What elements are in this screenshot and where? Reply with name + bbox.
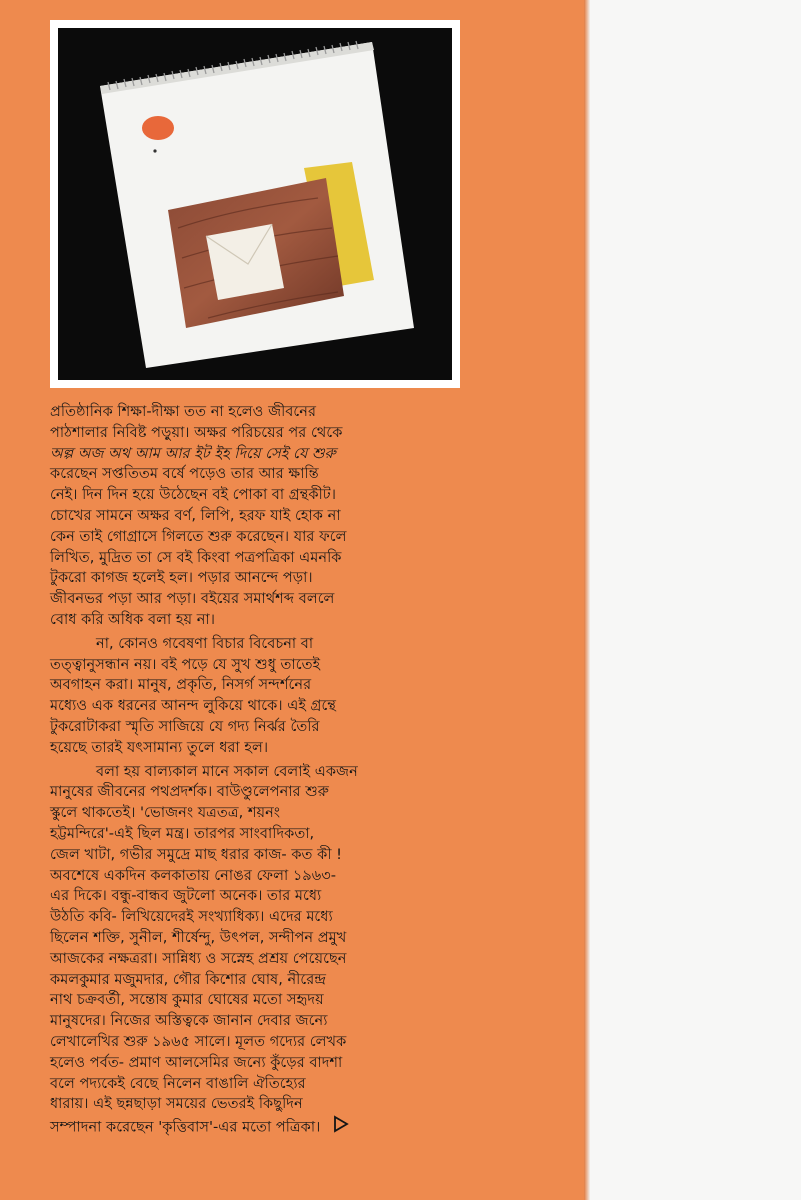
triangle-right-outline-icon — [333, 1115, 349, 1140]
text-line: অল্প অজ অথ আম আর ইট ইহ দিয়ে সেই যে শুরু — [50, 444, 336, 462]
text-line: অবগাহন করা। মানুষ, প্রকৃতি, নিসর্গ সন্দর্শনের — [50, 676, 312, 694]
text-line: লেখালেখির শুরু ১৯৬৫ সালে। মূলত গদ্যের লেখক — [50, 1032, 347, 1050]
text-line: টুকরোটাকরা স্মৃতি সাজিয়ে যে গদ্য নির্ঝর তৈরি — [50, 717, 320, 735]
text-line: কমলকুমার মজুমদার, গৌর কিশোর ঘোষ, নীরেন্দ্র — [50, 970, 327, 988]
blurb-text — [50, 402, 452, 1140]
text-line: এর দিকে। বন্ধু-বান্ধব জুটলো অনেক। তার মধ্যে — [50, 887, 322, 905]
text-line: হয়েছে তারই যৎসামান্য তুলে ধরা হল। — [50, 738, 269, 756]
text-line: আজকের নক্ষত্ররা। সান্নিধ্য ও সস্নেহ প্রশ্রয় পেয়েছেন — [50, 949, 347, 967]
text-line: হট্টমন্দিরে'-এই ছিল মন্ত্র। তারপর সাংবাদিকতা, — [50, 824, 315, 842]
second-paragraph — [50, 634, 452, 759]
text-line: সম্পাদনা করেছেন 'কৃত্তিবাস'-এর মতো পত্রিকা। — [50, 1118, 321, 1136]
text-line: স্কুলে থাকতেই। 'ভোজনং যত্রতত্র, শয়নং — [50, 804, 281, 822]
third-paragraph — [50, 762, 452, 1140]
text-line: নেই। দিন দিন হয়ে উঠেছেন বই পোকা বা গ্রন্থকীট। — [50, 486, 336, 504]
inner-page — [590, 0, 801, 1200]
text-line: উঠতি কবি- লিখিয়েদেরই সংখ্যাধিক্য। এদের মধ্যে — [50, 908, 333, 926]
text-line: না, কোনও গবেষণা বিচার বিবেচনা বা — [96, 634, 314, 652]
text-line: মধ্যেও এক ধরনের আনন্দ লুকিয়ে থাকে। এই গ্রন্থে — [50, 697, 336, 715]
text-line: বলা হয় বাল্যকাল মানে সকাল বেলাই একজন — [96, 762, 358, 780]
text-line: মানুষদের। নিজের অস্তিত্বকে জানান দেবার জন্যে — [50, 1012, 328, 1030]
text-line: লিখিত, মুদ্রিত তা সে বই কিংবা পত্রপত্রিকা এমনকি — [50, 548, 342, 566]
text-line: বোধ করি অধিক বলা হয় না। — [50, 610, 215, 628]
notepad-illustration — [58, 28, 452, 380]
text-line: নাথ চক্রবর্তী, সন্তোষ কুমার ঘোষের মতো সহৃদয় — [50, 991, 324, 1009]
intro-paragraph — [50, 402, 452, 631]
text-line: তত্ত্বানুসন্ধান নয়। বই পড়ে যে সুখ শুধু তাতেই — [50, 655, 321, 673]
text-line: ছিলেন শক্তি, সুনীল, শীর্ষেন্দু, উৎপল, সন্দীপন প্রমুখ — [50, 928, 347, 946]
text-line: অবশেষে একদিন কলকাতায় নোঙর ফেলা ১৯৬৩- — [50, 866, 337, 884]
text-line: মানুষের জীবনের পথপ্রদর্শক। বাউণ্ডুলেপনার শুরু — [50, 783, 329, 801]
photo-frame — [50, 20, 460, 388]
text-line: টুকরো কাগজ হলেই হল। পড়ার আনন্দে পড়া। — [50, 569, 313, 587]
text-line: ধারায়। এই ছন্নছাড়া সময়ের ভেতরই কিছুদিন — [50, 1095, 303, 1113]
text-line: চোখের সামনে অক্ষর বর্ণ, লিপি, হরফ যাই হোক না — [50, 506, 341, 524]
text-line: হলেও পর্বত- প্রমাণ আলসেমির জন্যে কুঁড়ের বাদশা — [50, 1053, 343, 1071]
text-line: প্রতিষ্ঠানিক শিক্ষা-দীক্ষা তত না হলেও জীবনের — [50, 403, 317, 420]
text-line: জীবনভর পড়া আর পড়া। বইয়ের সমার্থশব্দ বললে — [50, 590, 335, 608]
orange-dot — [142, 116, 174, 140]
text-line: কেন তাই গোগ্রাসে গিলতে শুরু করেছেন। যার ফলে — [50, 527, 347, 545]
text-line: বলে পদ্যকেই বেছে নিলেন বাঙালি ঐতিহ্যের — [50, 1074, 306, 1092]
text-line: পাঠশালার নিবিষ্ট পড়ুয়া। অক্ষর পরিচয়ের পর থেকে — [50, 423, 343, 441]
notepad-photo — [58, 28, 452, 380]
text-line-last — [50, 1115, 452, 1140]
text-line: জেল খাটা, গভীর সমুদ্রে মাছ ধরার কাজ- কত কী ! — [50, 845, 342, 863]
text-line: করেছেন সপ্ততিতম বর্ষে পড়েও তার আর ক্ষান্তি — [50, 465, 319, 483]
